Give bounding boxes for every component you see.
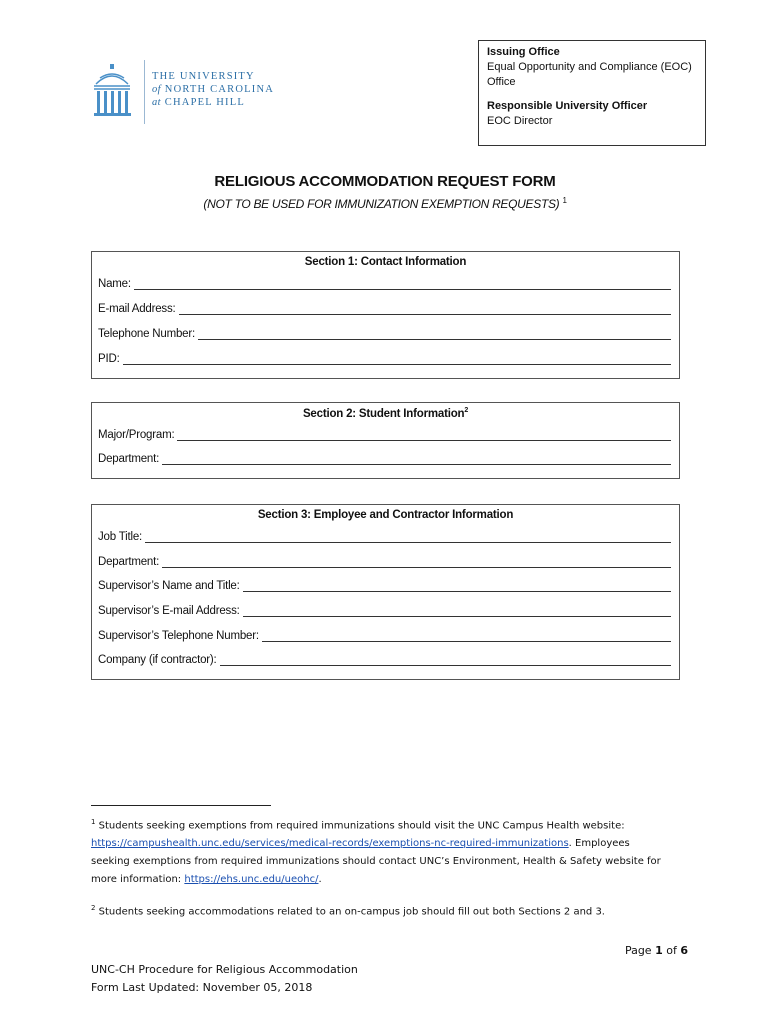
field-pid[interactable]: PID:	[98, 353, 671, 365]
footer-last-updated: Form Last Updated: November 05, 2018	[91, 981, 313, 994]
footnote-1: $^1$ Students seeking exemptions from required immunizations should visit the UNC Campus Health website: https://campushealth.unc.edu/services/medical-records/exemptions-nc-required-immunizations. Employees seeking exemptions from required immunizations should contact UNC’s Environment, Health & Safety website for more information: https://ehs.unc.edu/ueohc/.	[91, 818, 661, 886]
field-email[interactable]: E-mail Address:	[98, 303, 671, 315]
section-1-heading: Section 1: Contact Information	[304, 256, 467, 268]
issuing-office-box	[478, 40, 706, 146]
field-major-program[interactable]: Major/Program:	[98, 429, 671, 441]
field-supervisor-email[interactable]: Supervisor’s E-mail Address:	[98, 605, 671, 617]
field-name[interactable]: Name:	[98, 278, 671, 290]
section-2-heading: Section 2: Student Information$^2$	[302, 407, 469, 420]
wordmark-line-1: THE UNIVERSITY	[152, 71, 255, 82]
field-line[interactable]	[177, 430, 671, 441]
field-line[interactable]	[123, 354, 671, 365]
field-line[interactable]	[243, 606, 671, 617]
section-2-footnote-ref: 2	[464, 407, 469, 414]
wordmark-line-2: of NORTH CAROLINA	[152, 84, 275, 95]
issuing-office-value-1: Equal Opportunity and Compliance (EOC)	[487, 61, 692, 73]
subtitle-footnote-ref: 1	[562, 196, 567, 205]
field-employee-department[interactable]: Department:	[98, 556, 671, 568]
issuing-office-value-2: Office	[487, 76, 516, 88]
section-contact-information	[91, 251, 680, 379]
field-job-title[interactable]: Job Title:	[98, 531, 671, 543]
field-student-department[interactable]: Department:	[98, 453, 671, 465]
university-wordmark	[152, 70, 274, 109]
old-well-icon	[88, 64, 136, 122]
logo-divider	[144, 60, 145, 124]
issuing-office-label: Issuing Office	[487, 46, 560, 58]
field-line[interactable]	[134, 279, 671, 290]
footnote-2: $^2$ Students seeking accommodations related to an on-campus job should fill out both Sections 2 and 3.	[91, 904, 605, 918]
field-telephone[interactable]: Telephone Number:	[98, 328, 671, 340]
field-line[interactable]	[162, 557, 671, 568]
ehs-link[interactable]: https://ehs.unc.edu/ueohc/	[184, 874, 319, 886]
campus-health-link[interactable]: https://campushealth.unc.edu/services/medical-records/exemptions-nc-required-immunizations	[91, 838, 569, 850]
footnote-2-number: 2	[91, 904, 96, 912]
field-supervisor-name-title[interactable]: Supervisor’s Name and Title:	[98, 580, 671, 592]
field-company[interactable]: Company (if contractor):	[98, 654, 671, 666]
field-line[interactable]	[262, 631, 671, 642]
section-3-heading: Section 3: Employee and Contractor Information	[257, 509, 514, 521]
form-subtitle: (NOT TO BE USED FOR IMMUNIZATION EXEMPTION REQUESTS) $^1$	[203, 196, 567, 211]
responsible-officer-label: Responsible University Officer	[487, 100, 648, 112]
footer-procedure-name: UNC-CH Procedure for Religious Accommodation	[91, 963, 358, 976]
section-employee-contractor-information	[91, 504, 680, 680]
page-number: Page 1 of 6	[624, 944, 688, 957]
wordmark-line-3: at CHAPEL HILL	[152, 97, 245, 108]
section-student-information	[91, 402, 680, 479]
field-line[interactable]	[179, 304, 671, 315]
document-footer	[91, 961, 358, 997]
responsible-officer-value: EOC Director	[487, 115, 553, 127]
form-title: RELIGIOUS ACCOMMODATION REQUEST FORM	[214, 173, 556, 190]
field-line[interactable]	[162, 454, 671, 465]
field-line[interactable]	[220, 655, 671, 666]
field-line[interactable]	[145, 532, 671, 543]
field-line[interactable]	[198, 329, 671, 340]
footnote-1-number: 1	[91, 818, 96, 826]
field-line[interactable]	[243, 581, 671, 592]
field-supervisor-telephone[interactable]: Supervisor’s Telephone Number:	[98, 630, 671, 642]
footnote-separator	[91, 805, 271, 806]
